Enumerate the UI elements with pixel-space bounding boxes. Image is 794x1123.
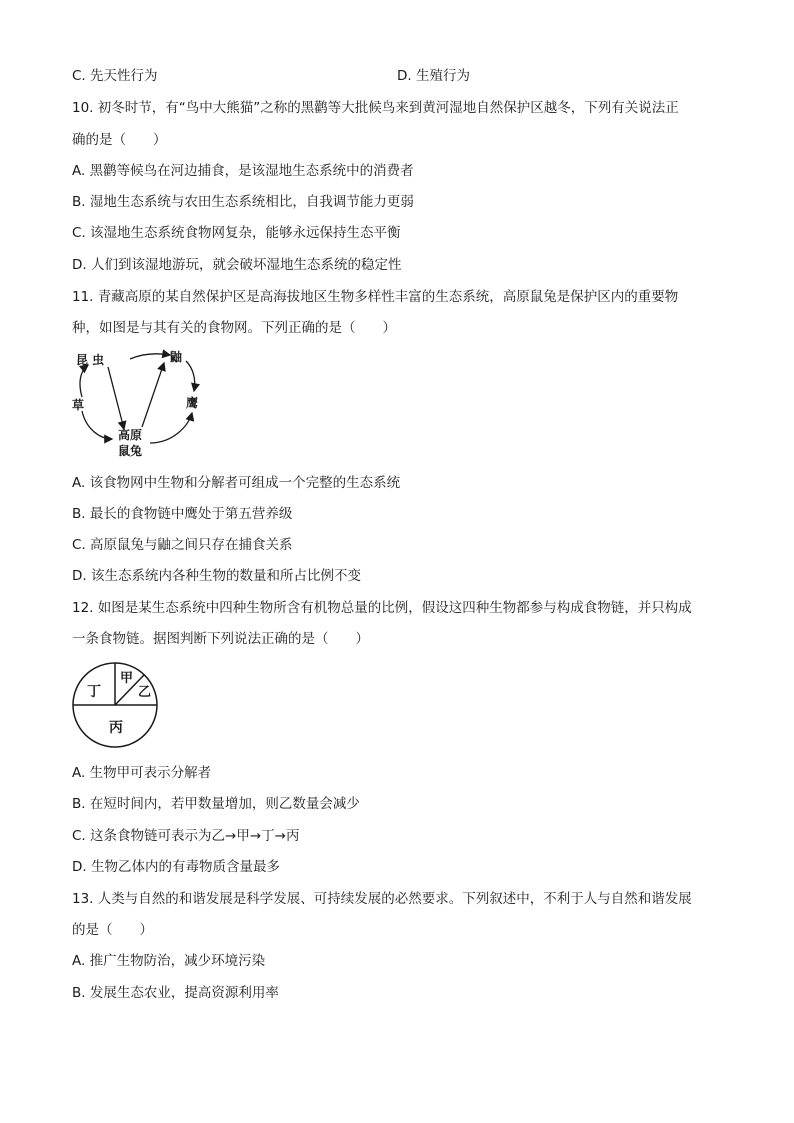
- q13-stem-line1: 13. 人类与自然的和谐发展是科学发展、可持续发展的必然要求。下列叙述中，不利于人与自然和谐发展: [72, 891, 692, 907]
- q13-option-a: A. 推广生物防治，减少环境污染: [72, 953, 266, 969]
- arrow-grass-pika: [82, 411, 112, 439]
- q12-stem-line1: 12. 如图是某生态系统中四种生物所含有机物总量的比例，假设这四种生物都参与构成食物链，并只构成: [72, 600, 692, 616]
- pie-label-jia: 甲: [120, 671, 134, 686]
- q13-stem-line2: 的是（ ）: [72, 922, 153, 938]
- label-weasel: 鼬: [170, 350, 183, 364]
- q11-stem-line1: 11. 青藏高原的某自然保护区是高海拔地区生物多样性丰富的生态系统，高原鼠兔是保护区内的重要物: [72, 289, 679, 305]
- q12-option-a: A. 生物甲可表示分解者: [72, 765, 212, 781]
- label-eagle: 鹰: [186, 396, 199, 410]
- q9-option-d: D. 生殖行为: [397, 68, 470, 84]
- label-insect: 昆 虫: [76, 353, 105, 367]
- q11-option-a: A. 该食物网中生物和分解者可组成一个完整的生态系统: [72, 475, 401, 491]
- arrow-insect-pika: [108, 367, 124, 429]
- q10-stem-line1: 10. 初冬时节，有“鸟中大熊猫”之称的黑鹳等大批候鸟来到黄河湿地自然保护区越冬，下列有关说法正: [72, 100, 679, 116]
- q10-option-c: C. 该湿地生态系统食物网复杂，能够永远保持生态平衡: [72, 225, 401, 241]
- q11-option-b: B. 最长的食物链中鹰处于第五营养级: [72, 506, 293, 522]
- q12-stem-line2: 一条食物链。据图判断下列说法正确的是（ ）: [72, 631, 369, 647]
- q12-option-b: B. 在短时间内，若甲数量增加，则乙数量会减少: [72, 796, 360, 812]
- q10-option-a: A. 黑鹳等候鸟在河边捕食，是该湿地生态系统中的消费者: [72, 163, 414, 179]
- arrow-weasel-eagle: [186, 361, 195, 391]
- arrow-insect-weasel: [130, 354, 170, 359]
- q10-option-d: D. 人们到该湿地游玩，就会破坏湿地生态系统的稳定性: [72, 257, 402, 273]
- q12-option-c: C. 这条食物链可表示为乙→甲→丁→丙: [72, 828, 300, 844]
- q13-option-b: B. 发展生态农业，提高资源利用率: [72, 985, 279, 1001]
- arrow-pika-eagle: [150, 413, 192, 443]
- pie-label-ding: 丁: [87, 684, 101, 700]
- q10-option-b: B. 湿地生态系统与农田生态系统相比，自我调节能力更弱: [72, 194, 414, 210]
- arrow-pika-weasel: [142, 363, 164, 427]
- q12-option-d: D. 生物乙体内的有毒物质含量最多: [72, 859, 280, 875]
- q9-option-c: C. 先天性行为: [72, 68, 158, 84]
- label-pika-line1: 高原: [118, 428, 143, 442]
- pie-label-bing: 丙: [109, 720, 123, 736]
- q11-stem-line2: 种，如图是与其有关的食物网。下列正确的是（ ）: [72, 320, 396, 336]
- q11-option-d: D. 该生态系统内各种生物的数量和所占比例不变: [72, 568, 361, 584]
- q11-option-c: C. 高原鼠兔与鼬之间只存在捕食关系: [72, 537, 293, 553]
- q10-stem-line2: 确的是（ ）: [72, 132, 167, 148]
- food-web-figure: [68, 345, 208, 460]
- label-grass: 草: [72, 398, 85, 412]
- arrow-grass-insect: [80, 365, 88, 397]
- pie-label-yi: 乙: [138, 685, 152, 700]
- pie-figure: [70, 660, 162, 750]
- label-pika-line2: 鼠兔: [118, 444, 143, 458]
